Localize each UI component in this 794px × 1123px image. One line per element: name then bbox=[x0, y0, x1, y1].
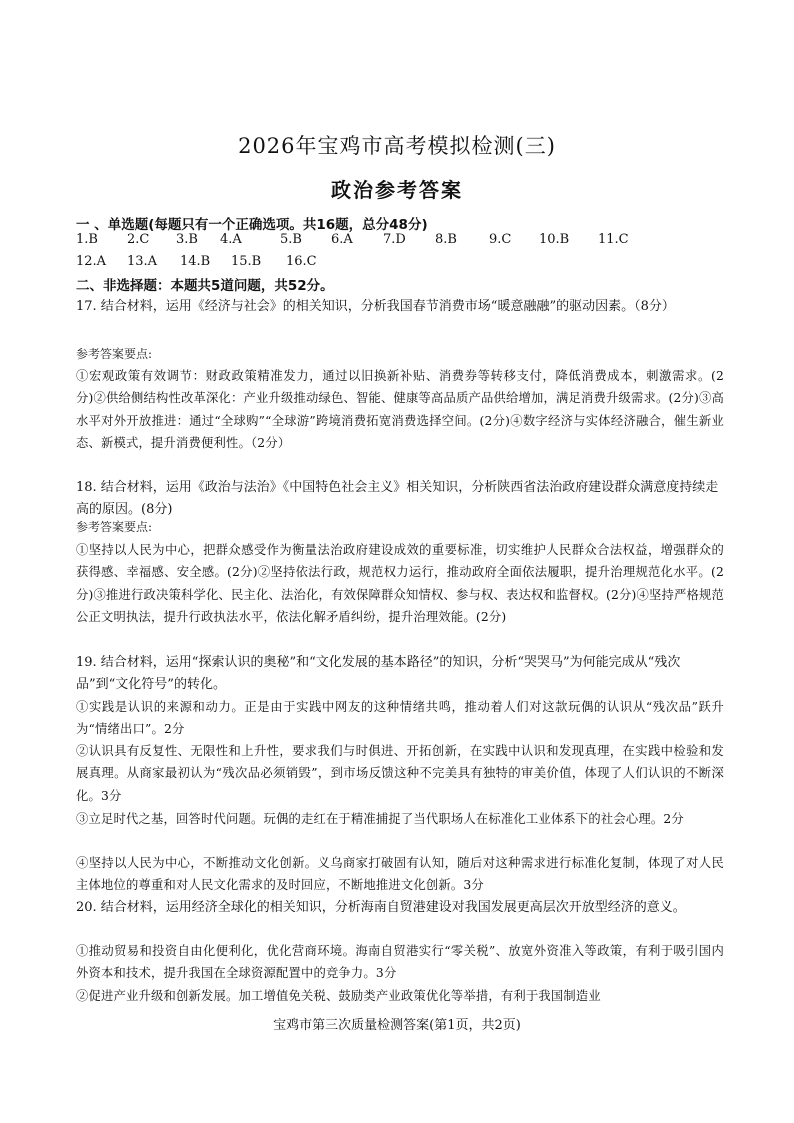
answer-item: 7.D bbox=[383, 232, 406, 247]
answer-item: 8.B bbox=[435, 232, 457, 247]
answer-item: 13.A bbox=[127, 254, 158, 269]
answer-item: 4.A bbox=[220, 232, 242, 247]
reference-label-17: 参考答案要点: bbox=[76, 347, 153, 361]
page-subtitle: 政治参考答案 bbox=[331, 178, 463, 202]
section-heading-non-choice: 二、非选择题：本题共5道问题，共52分。 bbox=[76, 278, 334, 294]
answer-19-point-2: ②认识具有反复性、无限性和上升性，要求我们与时俱进、开拓创新，在实践中认识和发现真理，在实践中检验和发展真理。从商家最初认为“残次品必须销毁”，到市场反馈这种不完美具有独特的审美价值，体现了人们认识的不断深化。3分 bbox=[76, 744, 724, 803]
answer-item: 11.C bbox=[598, 232, 629, 247]
answer-item: 6.A bbox=[331, 232, 353, 247]
answer-20-point-1: ①推动贸易和投资自由化便利化，优化营商环境。海南自贸港实行“零关税”、放宽外资准入等政策，有利于吸引国内外资本和技术，提升我国在全球资源配置中的竞争力。3分 bbox=[76, 944, 724, 981]
answer-item: 2.C bbox=[127, 232, 150, 247]
answer-item: 12.A bbox=[76, 254, 107, 269]
section-heading-single-choice: 一 、单选题(每题只有一个正确选项。共16题，总分48分) bbox=[76, 217, 428, 233]
question-17: 17. 结合材料，运用《经济与社会》的相关知识，分析我国春节消费市场“暖意融融”的驱动因素。（8分） bbox=[76, 299, 675, 314]
question-18: 18. 结合材料，运用《政治与法治》《中国特色社会主义》相关知识，分析陕西省法治政府建设群众满意度持续走高的原因。(8分) bbox=[76, 480, 719, 517]
page-title: 2026年宝鸡市高考模拟检测(三) bbox=[238, 134, 556, 158]
answer-19-point-3: ③立足时代之基，回答时代问题。玩偶的走红在于精准捕捉了当代职场人在标准化工业体系下的社会心理。2分 bbox=[76, 812, 684, 826]
answer-item: 1.B bbox=[76, 232, 98, 247]
answer-item: 9.C bbox=[489, 232, 512, 247]
answer-19-point-4: ④坚持以人民为中心，不断推动文化创新。义乌商家打破固有认知，随后对这种需求进行标准化复制，体现了对人民主体地位的尊重和对人民文化需求的及时回应，不断地推进文化创新。3分 bbox=[76, 856, 724, 893]
answer-item: 10.B bbox=[539, 232, 570, 247]
reference-label-18: 参考答案要点: bbox=[76, 520, 153, 534]
answer-item: 15.B bbox=[231, 254, 262, 269]
question-20: 20. 结合材料，运用经济全球化的相关知识，分析海南自贸港建设对我国发展更高层次开放型经济的意义。 bbox=[76, 900, 686, 915]
answer-item: 16.C bbox=[286, 254, 317, 269]
answer-item: 3.B bbox=[176, 232, 198, 247]
page-footer: 宝鸡市第三次质量检测答案(第1页，共2页) bbox=[273, 1018, 521, 1033]
answer-18: ①坚持以人民为中心，把群众感受作为衡量法治政府建设成效的重要标准，切实维护人民群众合法权益，增强群众的获得感、幸福感、安全感。(2分)②坚持依法行政，规范权力运行，推动政府全面依法履职，提升治理规范化水平。(2分)③推进行政决策科学化、民主化、法治化，有效保障群众知情权、参与权、表达权和监督权。(2分)④坚持严格规范公正文明执法，提升行政执法水平，依法化解矛盾纠纷，提升治理效能。(2分) bbox=[76, 543, 724, 624]
answer-17: ①宏观政策有效调节：财政政策精准发力，通过以旧换新补贴、消费券等转移支付，降低消费成本，刺激需求。(2分)②供给侧结构性改革深化：产业升级推动绿色、智能、健康等高品质产品供给增加，满足消费升级需求。(2分)③高水平对外开放推进：通过“全球购”“全球游”跨境消费拓宽消费选择空间。(2分)④数字经济与实体经济融合，催生新业态、新模式，提升消费便利性。（2分） bbox=[76, 369, 724, 450]
answer-19-point-1: ①实践是认识的来源和动力。正是由于实践中网友的这种情绪共鸣，推动着人们对这款玩偶的认识从“残次品”跃升为“情绪出口”。2分 bbox=[76, 700, 724, 737]
answer-item: 14.B bbox=[180, 254, 211, 269]
question-19: 19. 结合材料，运用“探索认识的奥秘”和“文化发展的基本路径”的知识，分析“哭哭马”为何能完成从“残次品”到“文化符号”的转化。 bbox=[76, 655, 681, 692]
answer-item: 5.B bbox=[280, 232, 302, 247]
answer-20-point-2: ②促进产业升级和创新发展。加工增值免关税、鼓励类产业政策优化等举措，有利于我国制造业 bbox=[76, 989, 601, 1003]
